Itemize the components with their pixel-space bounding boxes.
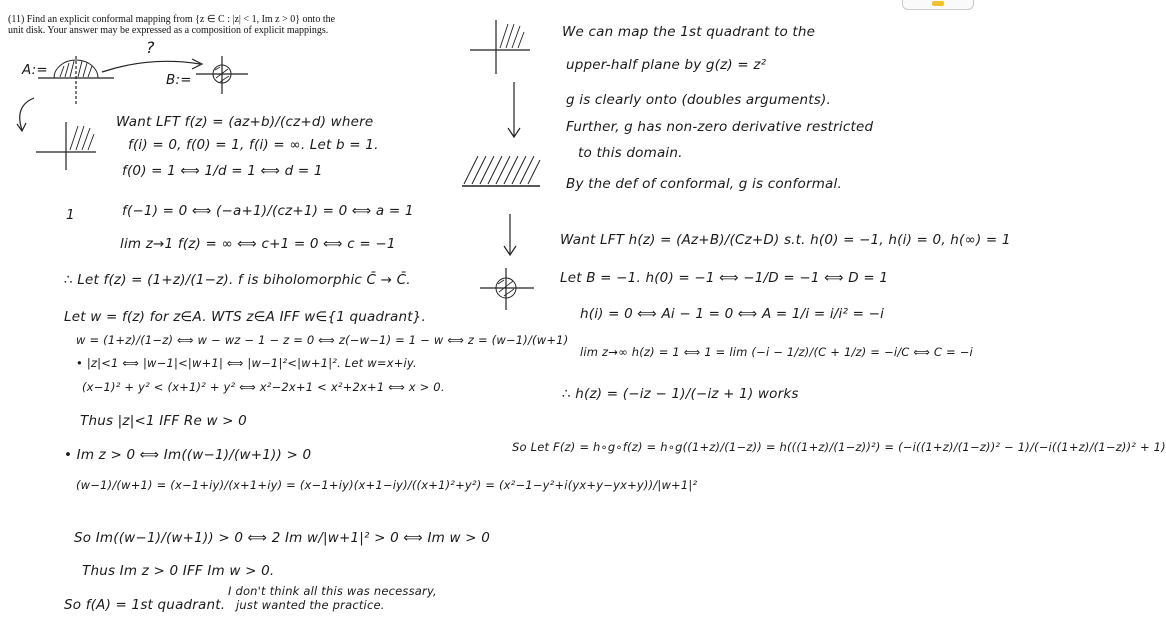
down-arrow-1 bbox=[504, 82, 524, 140]
limit-step: lim z→1 f(z) = ∞ ⟺ c+1 = 0 ⟺ c = −1 bbox=[120, 236, 396, 252]
let-b-step: Let B = −1. h(0) = −1 ⟺ −1/D = −1 ⟺ D = 1 bbox=[560, 270, 889, 286]
note-line-1: I don't think all this was necessary, bbox=[228, 584, 437, 598]
h-limit-step: lim z→∞ h(z) = 1 ⟺ 1 = lim (−i − 1/z)/(C + 1/z) = −i/C ⟺ C = −i bbox=[580, 345, 973, 359]
want-lft-h: Want LFT h(z) = (Az+B)/(Cz+D) s.t. h(0) = −1, h(i) = 0, h(∞) = 1 bbox=[560, 232, 1011, 248]
h-result: ∴ h(z) = (−iz − 1)/(−iz + 1) works bbox=[562, 386, 799, 402]
fraction-expansion: (w−1)/(w+1) = (x−1+iy)/(x+1+iy) = (x−1+iy)(x+1−iy)/((x+1)²+y²) = (x²−1−y²+i(yx+y−yx+y))/|w+1|² bbox=[76, 478, 698, 492]
g-onto: g is clearly onto (doubles arguments). bbox=[566, 92, 831, 108]
g-derivative: Further, g has non-zero derivative restricted bbox=[566, 119, 874, 135]
f-conditions: f(i) = 0, f(0) = 1, f(i) = ∞. Let b = 1. bbox=[128, 137, 379, 153]
quadrant-sketch bbox=[36, 120, 98, 172]
w-solve: w = (1+z)/(1−z) ⟺ w − wz − 1 − z = 0 ⟺ z(−w−1) = 1 − w ⟺ z = (w−1)/(w+1) bbox=[76, 333, 569, 347]
down-arrow-2 bbox=[500, 214, 520, 258]
bullet-mod-expand: (x−1)² + y² < (x+1)² + y² ⟺ x²−2x+1 < x²+2x+1 ⟺ x > 0. bbox=[82, 380, 445, 394]
final-composition: So Let F(z) = h∘g∘f(z) = h∘g((1+z)/(1−z)) = h(((1+z)/(1−z))²) = (−i((1+z)/(1−z))² − 1)/(−i((1+z)/(1−z))² + 1) bbox=[512, 440, 1166, 454]
label-question: ? bbox=[146, 38, 155, 57]
h-i-step: h(i) = 0 ⟺ Ai − 1 = 0 ⟺ A = 1/i = i/i² = −i bbox=[580, 306, 885, 322]
label-a: A:= bbox=[22, 62, 48, 78]
problem-statement bbox=[8, 14, 338, 36]
disk-sketch bbox=[196, 56, 250, 96]
problem-number: (11) bbox=[8, 14, 25, 25]
let-w-def: Let w = f(z) for z∈A. WTS z∈A IFF w∈{1 quadrant}. bbox=[64, 309, 426, 325]
bullet-im: • Im z > 0 ⟺ Im((w−1)/(w+1)) > 0 bbox=[64, 447, 312, 463]
note-line-2: just wanted the practice. bbox=[236, 598, 385, 612]
label-b: B:= bbox=[166, 72, 192, 88]
let-f-def: ∴ Let f(z) = (1+z)/(1−z). f is biholomorphic C̄ → C̄. bbox=[64, 272, 411, 288]
thus-im: Thus Im z > 0 IFF Im w > 0. bbox=[82, 563, 275, 579]
map-quadrant-line2: upper-half plane by g(z) = z² bbox=[566, 57, 767, 73]
quadrant-sketch-right bbox=[470, 20, 532, 76]
map-arrow bbox=[100, 56, 210, 82]
f-minus-one-step: f(−1) = 0 ⟺ (−a+1)/(cz+1) = 0 ⟺ a = 1 bbox=[122, 203, 414, 219]
g-domain: to this domain. bbox=[578, 145, 683, 161]
map-quadrant-line1: We can map the 1st quadrant to the bbox=[562, 24, 816, 40]
so-fa: So f(A) = 1st quadrant. bbox=[64, 597, 226, 613]
disk-sketch-right bbox=[480, 268, 536, 312]
thus-re: Thus |z|<1 IFF Re w > 0 bbox=[80, 413, 247, 429]
problem-text: Find an explicit conformal mapping from {z ∈ C : |z| < 1, Im z > 0} onto the unit disk. Your answer may be expressed as a composition of explicit mappings. bbox=[8, 14, 336, 36]
highlight-icon bbox=[932, 1, 944, 6]
bullet-mod: • |z|<1 ⟺ |w−1|<|w+1| ⟺ |w−1|²<|w+1|². Let w=x+iy. bbox=[76, 356, 417, 370]
g-conformal: By the def of conformal, g is conformal. bbox=[566, 176, 842, 192]
want-lft-f: Want LFT f(z) = (az+b)/(cz+d) where bbox=[116, 114, 374, 130]
so-im: So Im((w−1)/(w+1)) > 0 ⟺ 2 Im w/|w+1|² > 0 ⟺ Im w > 0 bbox=[74, 530, 491, 546]
f-zero-step: f(0) = 1 ⟺ 1/d = 1 ⟺ d = 1 bbox=[122, 163, 323, 179]
stray-one: 1 bbox=[66, 207, 75, 223]
top-toolbar-tab[interactable] bbox=[902, 0, 974, 10]
upper-half-plane-sketch bbox=[462, 150, 542, 194]
